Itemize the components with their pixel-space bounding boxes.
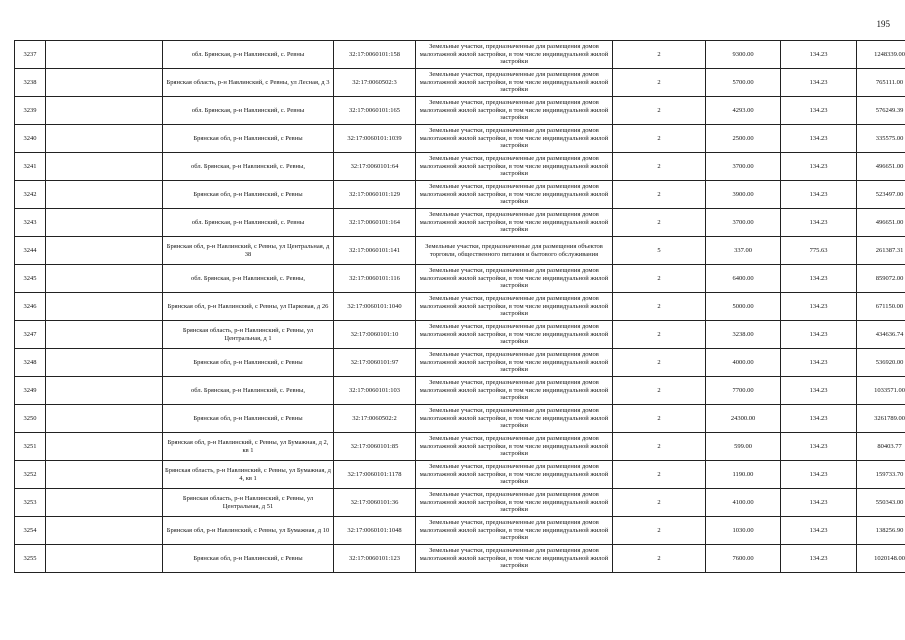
group-code-cell: 2 [613,489,706,517]
cadastral-value-cell: 80403.77 [857,433,905,461]
specific-value-cell: 134.23 [781,265,857,293]
row-number-cell: 3238 [15,69,46,97]
group-code-cell: 2 [613,405,706,433]
land-use-cell: Земельные участки, предназначенные для размещения домов малоэтажной жилой застройки, в том числе индивидуальной жилой застройки [416,293,613,321]
land-use-cell: Земельные участки, предназначенные для размещения домов малоэтажной жилой застройки, в том числе индивидуальной жилой застройки [416,517,613,545]
page-number: 195 [876,19,890,29]
cadastral-value-cell: 1020148.00 [857,545,905,573]
group-code-cell: 2 [613,293,706,321]
cadastral-value-cell: 1248339.00 [857,41,905,69]
specific-value-cell: 134.23 [781,209,857,237]
row-number-cell: 3252 [15,461,46,489]
cadastral-number-cell: 32:17:0060101:85 [334,433,416,461]
table-row [15,377,905,405]
specific-value-cell: 134.23 [781,349,857,377]
table-body [15,41,905,573]
cadastral-number-cell: 32:17:0060101:158 [334,41,416,69]
land-use-cell: Земельные участки, предназначенные для размещения домов малоэтажной жилой застройки, в том числе индивидуальной жилой застройки [416,97,613,125]
specific-value-cell: 134.23 [781,69,857,97]
table-row [15,517,905,545]
address-cell: Брянская обл, р-н Навлинский, с Ревны [163,545,334,573]
row-number-cell: 3250 [15,405,46,433]
cadastral-value-cell: 536920.00 [857,349,905,377]
cadastral-number-cell: 32:17:0060101:97 [334,349,416,377]
address-cell: Брянская обл, р-н Навлинский, с Ревны, ул Бумажная, д 2, кв 1 [163,433,334,461]
area-cell: 3700.00 [706,209,781,237]
cadastral-value-cell: 159733.70 [857,461,905,489]
group-code-cell: 2 [613,545,706,573]
land-use-cell: Земельные участки, предназначенные для размещения домов малоэтажной жилой застройки, в том числе индивидуальной жилой застройки [416,125,613,153]
land-use-cell: Земельные участки, предназначенные для размещения домов малоэтажной жилой застройки, в том числе индивидуальной жилой застройки [416,265,613,293]
empty-cell [46,69,163,97]
empty-cell [46,153,163,181]
land-use-cell: Земельные участки, предназначенные для размещения домов малоэтажной жилой застройки, в том числе индивидуальной жилой застройки [416,433,613,461]
specific-value-cell: 775.63 [781,237,857,265]
cadastral-value-cell: 496651.00 [857,153,905,181]
group-code-cell: 2 [613,461,706,489]
group-code-cell: 2 [613,209,706,237]
table-row [15,97,905,125]
address-cell: Брянская обл, р-н Навлинский, с Ревны [163,349,334,377]
address-cell: Брянская область, р-н Навлинский, с Ревны, ул Центральная, д 1 [163,321,334,349]
cadastral-value-cell: 550343.00 [857,489,905,517]
cadastral-number-cell: 32:17:0060101:64 [334,153,416,181]
area-cell: 4100.00 [706,489,781,517]
row-number-cell: 3254 [15,517,46,545]
empty-cell [46,41,163,69]
land-use-cell: Земельные участки, предназначенные для размещения домов малоэтажной жилой застройки, в том числе индивидуальной жилой застройки [416,489,613,517]
address-cell: Брянская область, р-н Навлинский, с Ревны, ул Лесная, д 3 [163,69,334,97]
row-number-cell: 3246 [15,293,46,321]
empty-cell [46,321,163,349]
address-cell: обл. Брянская, р-н Навлинский, с. Ревны [163,209,334,237]
cadastral-number-cell: 32:17:0060101:116 [334,265,416,293]
cadastral-value-table [14,40,905,573]
cadastral-value-cell: 1033571.00 [857,377,905,405]
area-cell: 337.00 [706,237,781,265]
address-cell: Брянская обл, р-н Навлинский, с Ревны, ул Бумажная, д 10 [163,517,334,545]
group-code-cell: 2 [613,97,706,125]
cadastral-number-cell: 32:17:0060101:123 [334,545,416,573]
row-number-cell: 3239 [15,97,46,125]
row-number-cell: 3243 [15,209,46,237]
group-code-cell: 2 [613,153,706,181]
table-row [15,69,905,97]
cadastral-number-cell: 32:17:0060101:165 [334,97,416,125]
specific-value-cell: 134.23 [781,41,857,69]
table-row [15,181,905,209]
table-row [15,293,905,321]
land-use-cell: Земельные участки, предназначенные для размещения объектов торговли, общественного питания и бытового обслуживания [416,237,613,265]
group-code-cell: 2 [613,41,706,69]
area-cell: 9300.00 [706,41,781,69]
cadastral-value-cell: 261387.31 [857,237,905,265]
group-code-cell: 2 [613,265,706,293]
table-row [15,545,905,573]
empty-cell [46,545,163,573]
empty-cell [46,349,163,377]
cadastral-value-cell: 523497.00 [857,181,905,209]
empty-cell [46,433,163,461]
cadastral-number-cell: 32:17:0060101:164 [334,209,416,237]
empty-cell [46,265,163,293]
group-code-cell: 2 [613,433,706,461]
specific-value-cell: 134.23 [781,405,857,433]
specific-value-cell: 134.23 [781,321,857,349]
specific-value-cell: 134.23 [781,125,857,153]
land-use-cell: Земельные участки, предназначенные для размещения домов малоэтажной жилой застройки, в том числе индивидуальной жилой застройки [416,209,613,237]
empty-cell [46,405,163,433]
empty-cell [46,293,163,321]
cadastral-value-cell: 3261789.00 [857,405,905,433]
area-cell: 1030.00 [706,517,781,545]
cadastral-number-cell: 32:17:0060101:1048 [334,517,416,545]
row-number-cell: 3245 [15,265,46,293]
address-cell: Брянская обл, р-н Навлинский, с Ревны [163,125,334,153]
cadastral-value-cell: 434636.74 [857,321,905,349]
area-cell: 7600.00 [706,545,781,573]
table-row [15,433,905,461]
cadastral-number-cell: 32:17:0060502:3 [334,69,416,97]
specific-value-cell: 134.23 [781,181,857,209]
table-row [15,41,905,69]
row-number-cell: 3240 [15,125,46,153]
area-cell: 4000.00 [706,349,781,377]
cadastral-value-cell: 671150.00 [857,293,905,321]
cadastral-number-cell: 32:17:0060101:10 [334,321,416,349]
land-use-cell: Земельные участки, предназначенные для размещения домов малоэтажной жилой застройки, в том числе индивидуальной жилой застройки [416,321,613,349]
row-number-cell: 3251 [15,433,46,461]
empty-cell [46,181,163,209]
group-code-cell: 2 [613,321,706,349]
cadastral-value-cell: 576249.39 [857,97,905,125]
cadastral-number-cell: 32:17:0060101:1039 [334,125,416,153]
area-cell: 3900.00 [706,181,781,209]
empty-cell [46,237,163,265]
address-cell: Брянская обл, р-н Навлинский, с Ревны, ул Парковая, д 26 [163,293,334,321]
address-cell: Брянская область, р-н Навлинский, с Ревны, ул Бумажная, д 4, кв 1 [163,461,334,489]
area-cell: 24300.00 [706,405,781,433]
area-cell: 6400.00 [706,265,781,293]
specific-value-cell: 134.23 [781,489,857,517]
table-row [15,125,905,153]
table-row [15,321,905,349]
address-cell: обл. Брянская, р-н Навлинский, с. Ревны [163,97,334,125]
land-use-cell: Земельные участки, предназначенные для размещения домов малоэтажной жилой застройки, в том числе индивидуальной жилой застройки [416,349,613,377]
specific-value-cell: 134.23 [781,97,857,125]
cadastral-value-cell: 765111.00 [857,69,905,97]
area-cell: 599.00 [706,433,781,461]
land-use-cell: Земельные участки, предназначенные для размещения домов малоэтажной жилой застройки, в том числе индивидуальной жилой застройки [416,405,613,433]
table-row [15,209,905,237]
row-number-cell: 3248 [15,349,46,377]
land-use-cell: Земельные участки, предназначенные для размещения домов малоэтажной жилой застройки, в том числе индивидуальной жилой застройки [416,41,613,69]
table-row [15,349,905,377]
row-number-cell: 3237 [15,41,46,69]
address-cell: обл. Брянская, р-н Навлинский, с. Ревны, [163,153,334,181]
table-row [15,405,905,433]
group-code-cell: 2 [613,125,706,153]
empty-cell [46,97,163,125]
specific-value-cell: 134.23 [781,293,857,321]
group-code-cell: 2 [613,69,706,97]
empty-cell [46,209,163,237]
cadastral-number-cell: 32:17:0060101:141 [334,237,416,265]
row-number-cell: 3247 [15,321,46,349]
address-cell: Брянская обл, р-н Навлинский, с Ревны, ул Центральная, д 38 [163,237,334,265]
specific-value-cell: 134.23 [781,461,857,489]
group-code-cell: 5 [613,237,706,265]
specific-value-cell: 134.23 [781,433,857,461]
address-cell: обл. Брянская, р-н Навлинский, с. Ревны, [163,265,334,293]
group-code-cell: 2 [613,377,706,405]
empty-cell [46,461,163,489]
group-code-cell: 2 [613,349,706,377]
specific-value-cell: 134.23 [781,377,857,405]
area-cell: 3238.00 [706,321,781,349]
table-row [15,265,905,293]
group-code-cell: 2 [613,181,706,209]
row-number-cell: 3242 [15,181,46,209]
land-use-cell: Земельные участки, предназначенные для размещения домов малоэтажной жилой застройки, в том числе индивидуальной жилой застройки [416,153,613,181]
area-cell: 3700.00 [706,153,781,181]
row-number-cell: 3255 [15,545,46,573]
cadastral-value-cell: 335575.00 [857,125,905,153]
address-cell: обл. Брянская, р-н Навлинский, с. Ревны, [163,377,334,405]
row-number-cell: 3244 [15,237,46,265]
table-row [15,489,905,517]
cadastral-number-cell: 32:17:0060101:1178 [334,461,416,489]
cadastral-number-cell: 32:17:0060101:1040 [334,293,416,321]
cadastral-number-cell: 32:17:0060502:2 [334,405,416,433]
address-cell: Брянская обл, р-н Навлинский, с Ревны [163,181,334,209]
group-code-cell: 2 [613,517,706,545]
cadastral-number-cell: 32:17:0060101:129 [334,181,416,209]
table-row [15,461,905,489]
land-use-cell: Земельные участки, предназначенные для размещения домов малоэтажной жилой застройки, в том числе индивидуальной жилой застройки [416,461,613,489]
cadastral-value-cell: 859072.00 [857,265,905,293]
specific-value-cell: 134.23 [781,545,857,573]
address-cell: Брянская обл, р-н Навлинский, с Ревны [163,405,334,433]
cadastral-value-cell: 138256.90 [857,517,905,545]
address-cell: Брянская область, р-н Навлинский, с Ревны, ул Центральная, д 51 [163,489,334,517]
cadastral-number-cell: 32:17:0060101:36 [334,489,416,517]
land-use-cell: Земельные участки, предназначенные для размещения домов малоэтажной жилой застройки, в том числе индивидуальной жилой застройки [416,181,613,209]
land-use-cell: Земельные участки, предназначенные для размещения домов малоэтажной жилой застройки, в том числе индивидуальной жилой застройки [416,69,613,97]
area-cell: 4293.00 [706,97,781,125]
empty-cell [46,377,163,405]
land-use-cell: Земельные участки, предназначенные для размещения домов малоэтажной жилой застройки, в том числе индивидуальной жилой застройки [416,545,613,573]
area-cell: 7700.00 [706,377,781,405]
area-cell: 1190.00 [706,461,781,489]
area-cell: 5000.00 [706,293,781,321]
specific-value-cell: 134.23 [781,153,857,181]
empty-cell [46,489,163,517]
row-number-cell: 3253 [15,489,46,517]
cadastral-value-cell: 496651.00 [857,209,905,237]
row-number-cell: 3241 [15,153,46,181]
row-number-cell: 3249 [15,377,46,405]
table-row [15,237,905,265]
empty-cell [46,125,163,153]
area-cell: 5700.00 [706,69,781,97]
table-row [15,153,905,181]
specific-value-cell: 134.23 [781,517,857,545]
area-cell: 2500.00 [706,125,781,153]
empty-cell [46,517,163,545]
address-cell: обл. Брянская, р-н Навлинский, с. Ревны [163,41,334,69]
cadastral-number-cell: 32:17:0060101:103 [334,377,416,405]
land-use-cell: Земельные участки, предназначенные для размещения домов малоэтажной жилой застройки, в том числе индивидуальной жилой застройки [416,377,613,405]
